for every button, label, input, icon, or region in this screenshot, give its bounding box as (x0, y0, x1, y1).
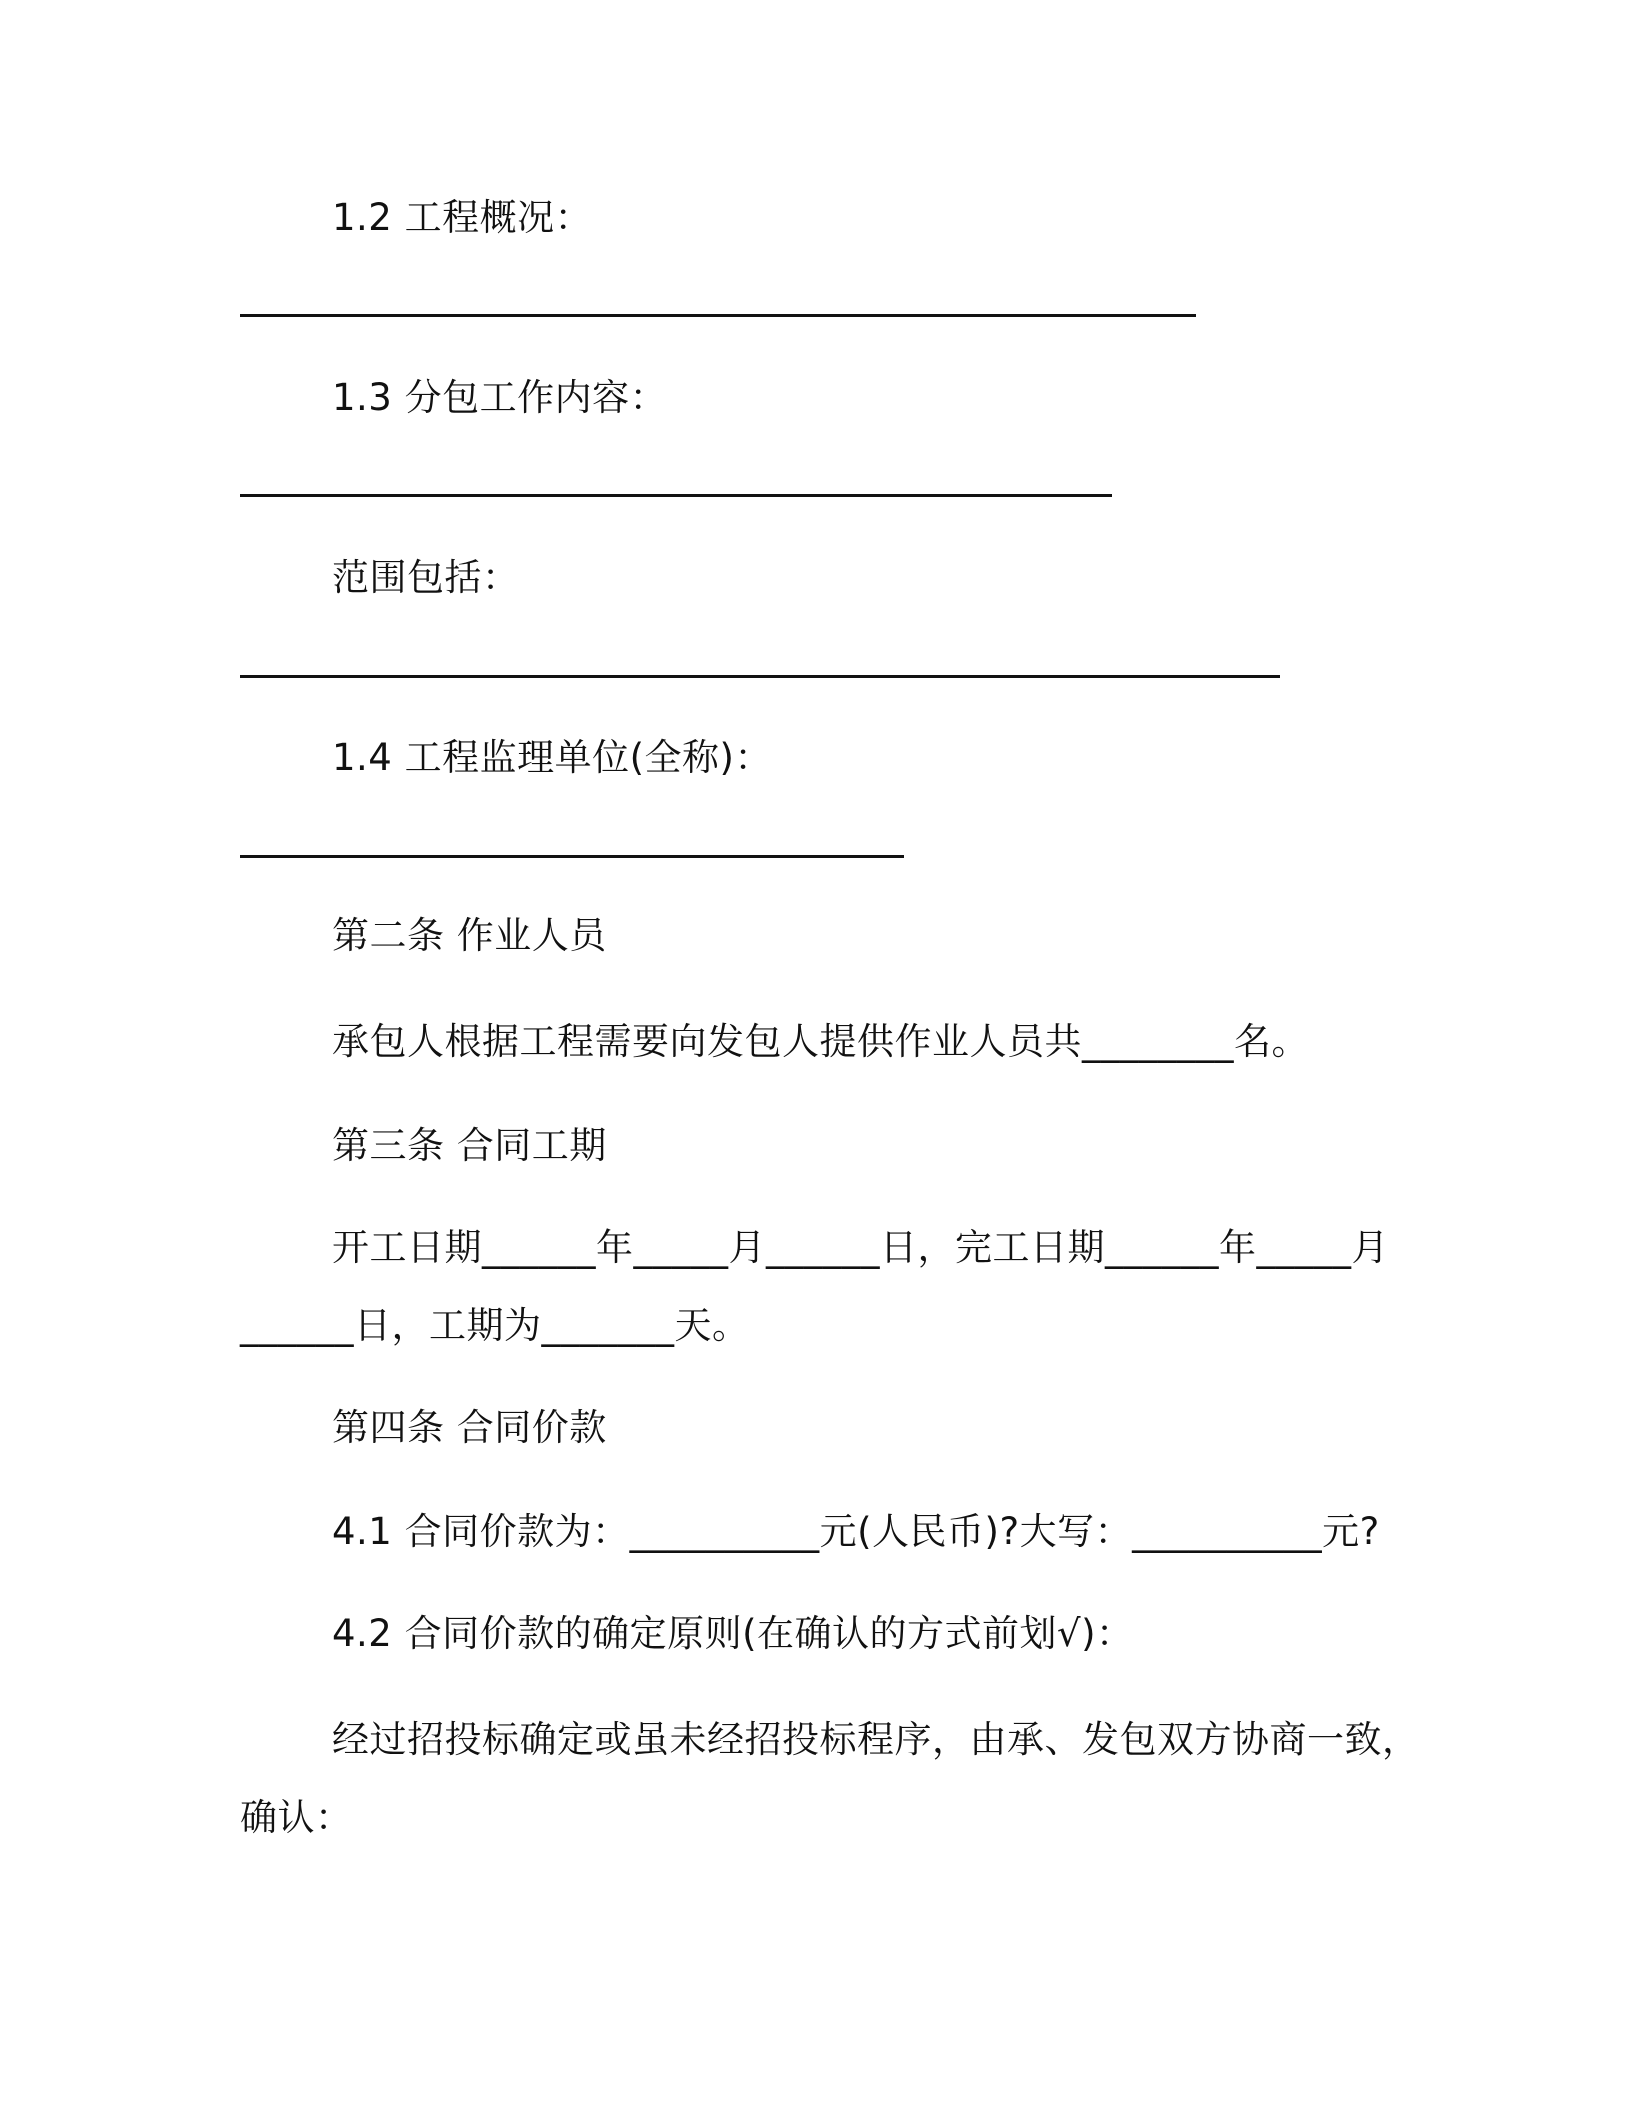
paragraph-line-2: 确认： (240, 1796, 353, 1839)
article-2-text: 承包人根据工程需要向发包人提供作业人员共________名。 (332, 1020, 1309, 1063)
blank-line-project-overview (240, 314, 1196, 317)
article-3-title: 第三条 合同工期 (332, 1124, 607, 1167)
article-3-text-line-1: 开工日期______年_____月______日，完工日期______年_____月 (332, 1226, 1389, 1269)
section-4-1-text: 4.1 合同价款为：__________元(人民币)?大写：__________元? (332, 1510, 1380, 1553)
section-1-3-heading: 1.3 分包工作内容： (332, 376, 668, 419)
paragraph-line-1: 经过招投标确定或虽未经招投标程序，由承、发包双方协商一致， (332, 1718, 1420, 1761)
blank-line-subcontract-work (240, 494, 1112, 497)
blank-line-scope (240, 675, 1280, 678)
section-1-4-heading: 1.4 工程监理单位(全称)： (332, 736, 772, 779)
section-1-2-heading: 1.2 工程概况： (332, 196, 593, 239)
article-3-text-line-2: ______日，工期为_______天。 (240, 1304, 750, 1347)
section-4-2-text: 4.2 合同价款的确定原则(在确认的方式前划√)： (332, 1612, 1134, 1655)
article-2-title: 第二条 作业人员 (332, 914, 607, 957)
article-4-title: 第四条 合同价款 (332, 1406, 607, 1449)
scope-label: 范围包括： (332, 556, 520, 599)
blank-line-supervision-unit (240, 855, 904, 858)
